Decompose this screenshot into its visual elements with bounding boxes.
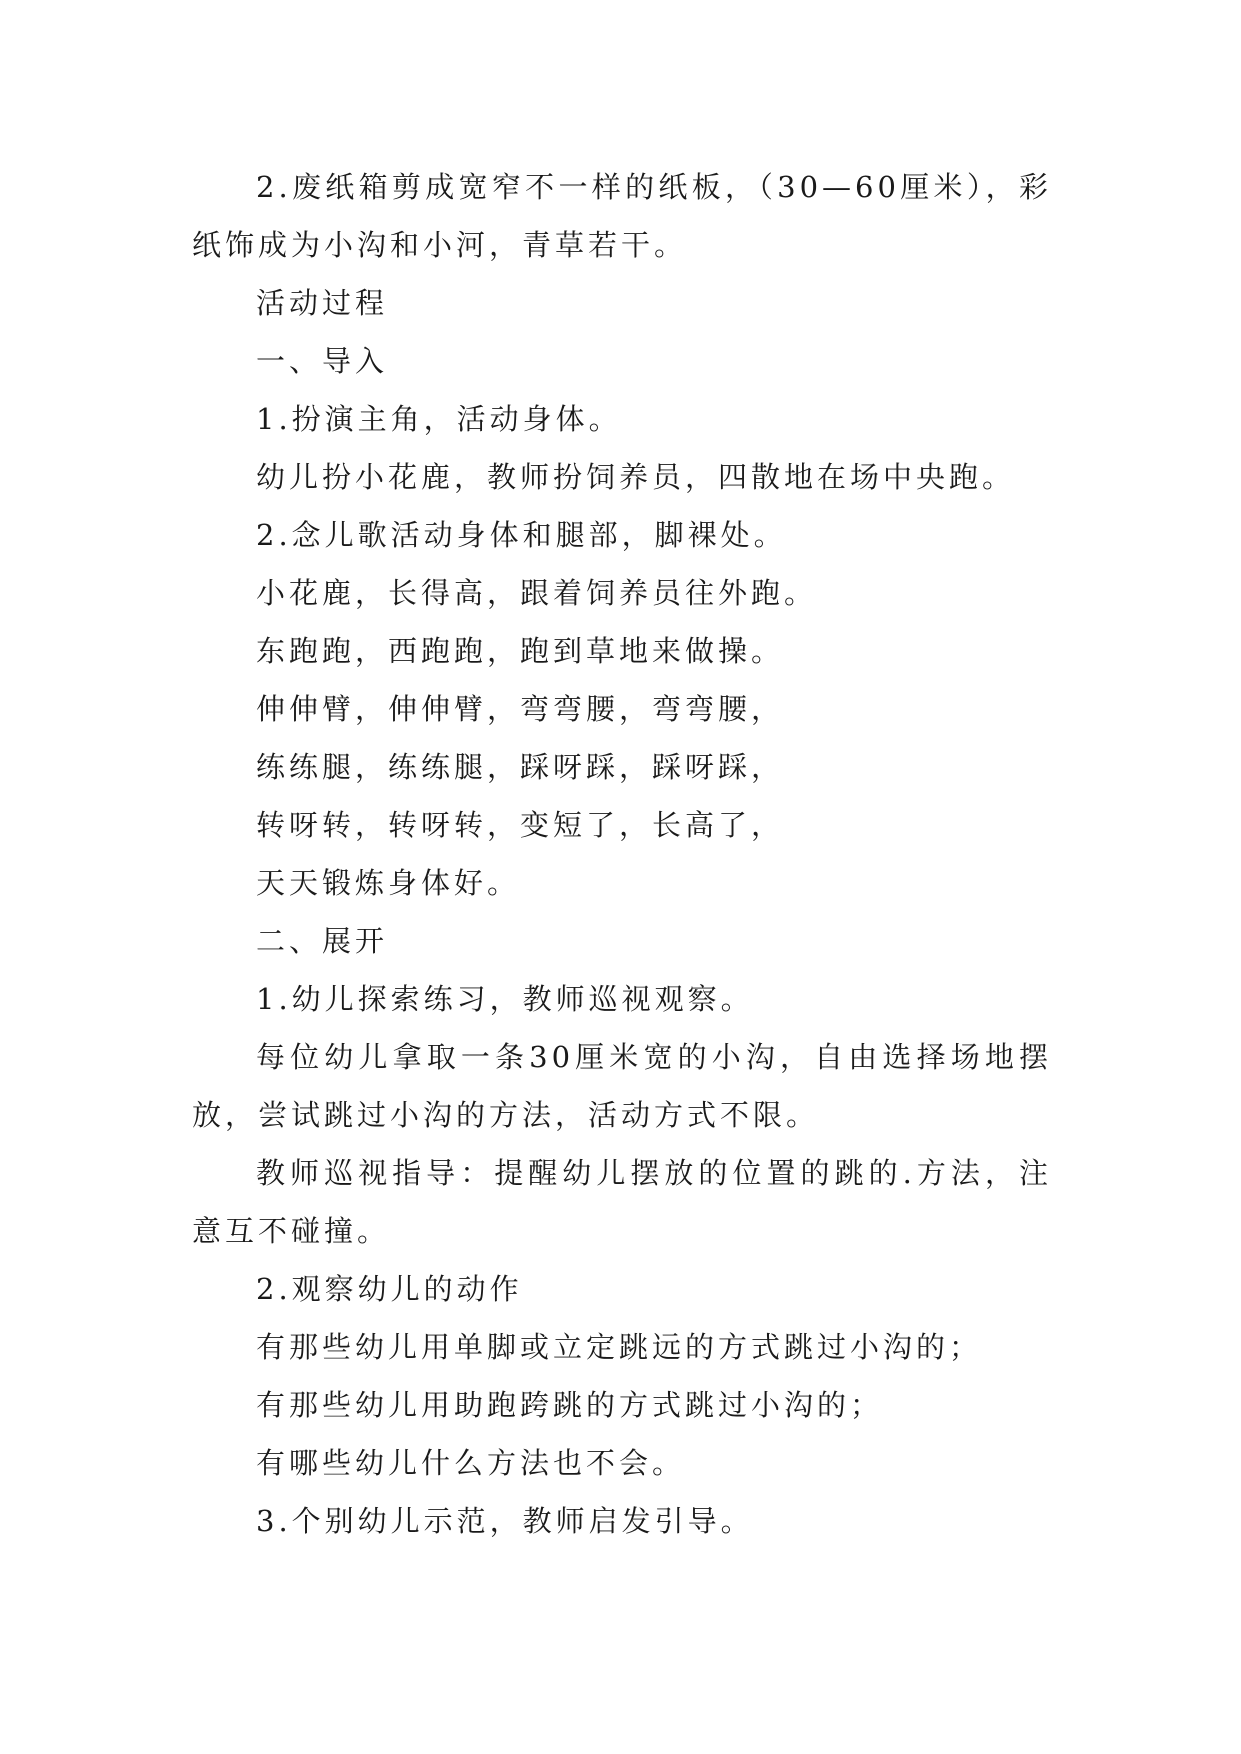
paragraph-intro-2: 2.念儿歌活动身体和腿部，脚裸处。	[256, 518, 787, 552]
document-body	[192, 158, 1052, 1550]
paragraph-intro-1: 1.扮演主角，活动身体。	[256, 402, 622, 436]
rhyme-line-4: 练练腿，练练腿，踩呀踩，踩呀踩，	[256, 750, 785, 784]
paragraph-intro-1-detail: 幼儿扮小花鹿，教师扮饲养员，四散地在场中央跑。	[256, 460, 1016, 494]
paragraph-expand-1-guidance: 教师巡视指导：提醒幼儿摆放的位置的跳的.方法，注意互不碰撞。	[192, 1156, 1052, 1248]
observation-item-3: 有哪些幼儿什么方法也不会。	[256, 1446, 686, 1480]
paragraph-expand-1-detail: 每位幼儿拿取一条30厘米宽的小沟，自由选择场地摆放，尝试跳过小沟的方法，活动方式不限。	[192, 1040, 1052, 1132]
observation-item-2: 有那些幼儿用助跑跨跳的方式跳过小沟的；	[256, 1388, 884, 1422]
rhyme-line-3: 伸伸臂，伸伸臂，弯弯腰，弯弯腰，	[256, 692, 785, 726]
paragraph-expand-2: 2.观察幼儿的动作	[256, 1272, 523, 1306]
heading-section-expand: 二、展开	[256, 924, 389, 958]
paragraph-expand-3: 3.个别幼儿示范，教师启发引导。	[256, 1504, 754, 1538]
observation-item-1: 有那些幼儿用单脚或立定跳远的方式跳过小沟的；	[256, 1330, 983, 1364]
paragraph-expand-1: 1.幼儿探索练习，教师巡视观察。	[256, 982, 754, 1016]
rhyme-line-2: 东跑跑，西跑跑，跑到草地来做操。	[256, 634, 785, 668]
heading-activity-process: 活动过程	[256, 286, 389, 320]
rhyme-line-5: 转呀转，转呀转，变短了，长高了，	[256, 808, 785, 842]
paragraph-materials-2: 2.废纸箱剪成宽窄不一样的纸板，（30—60厘米），彩纸饰成为小沟和小河，青草若干。	[192, 170, 1052, 262]
heading-section-intro: 一、导入	[256, 344, 389, 378]
rhyme-line-6: 天天锻炼身体好。	[256, 866, 521, 900]
rhyme-line-1: 小花鹿，长得高，跟着饲养员往外跑。	[256, 576, 818, 610]
